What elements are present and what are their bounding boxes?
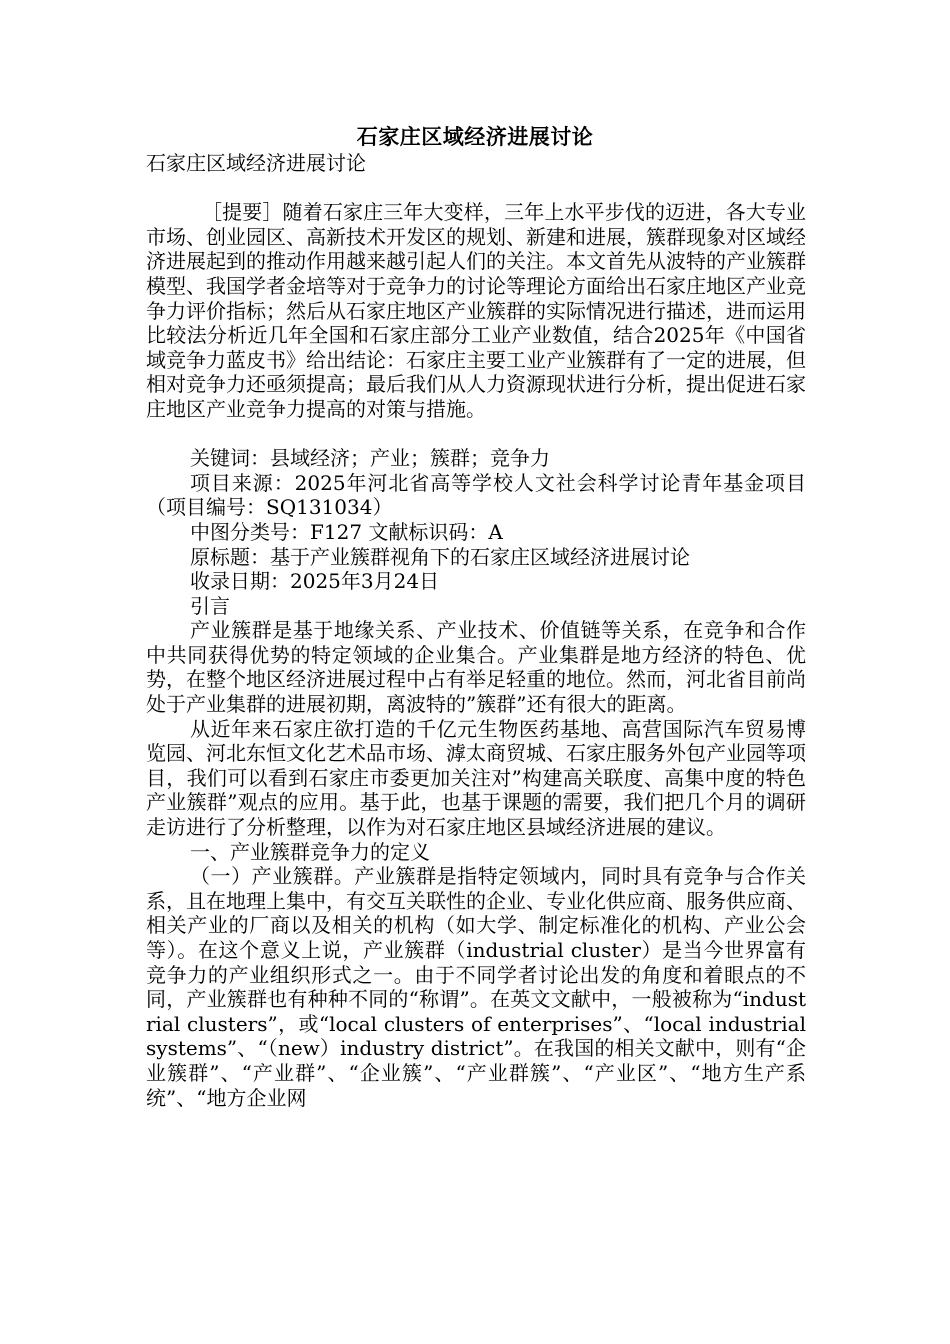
document-body xyxy=(146,151,806,1110)
classification-line: 中图分类号：F127 文献标识码：A xyxy=(190,519,503,544)
document-title: 石家庄区域经济进展讨论 xyxy=(356,124,594,149)
document-subtitle: 石家庄区域经济进展讨论 xyxy=(146,151,366,175)
body-paragraph-1: 产业簇群是基于地缘关系、产业技术、价值链等关系，在竞争和合作中共同获得优势的特定领域的企业集合。产业集群是地方经济的特色、优势，在整个地区经济进展过程中占有举足轻重的地位。然而，河北省目前尚处于产业集群的进展初期，离波特的”簇群”还有很大的距离。 xyxy=(146,618,806,717)
body-paragraph-3: （一）产业簇群。产业簇群是指特定领域内，同时具有竞争与合作关系，且在地理上集中，有交互关联性的企业、专业化供应商、服务供应商、相关产业的厂商以及相关的机构（如大学、制定标准化的机构、产业公会等）。在这个意义上说，产业簇群（industrial cluster）是当今世界富有竞争力的产业组织形式之一。由于不同学者讨论出发的角度和着眼点的不同，产业簇群也有种种不同的“称谓”。在英文文献中，一般被称为“industrial clusters”，或“local clusters of enterprises”、“local industrial systems”、“（new）industry district”。在我国的相关文献中，则有“企业簇群”、“产业群”、“企业簇”、“产业群簇”、“产业区”、“地方生产系统”、“地方企业网 xyxy=(146,864,806,1110)
received-date-line: 收录日期：2025年3月24日 xyxy=(190,569,440,594)
original-title-line: 原标题：基于产业簇群视角下的石家庄区域经济进展讨论 xyxy=(190,544,690,569)
body-paragraph-2: 从近年来石家庄欲打造的千亿元生物医药基地、高营国际汽车贸易博览园、河北东恒文化艺术品市场、滹太商贸城、石家庄服务外包产业园等项目，我们可以看到石家庄市委更加关注对”构建高关联度、高集中度的特色产业簇群”观点的应用。基于此，也基于课题的需要，我们把几个月的调研走访进行了分析整理，以作为对石家庄地区县域经济进展的建议。 xyxy=(146,716,806,840)
project-source-line: 项目来源：2025年河北省高等学校人文社会科学讨论青年基金项目（项目编号：SQ131034） xyxy=(146,470,806,520)
keywords-line: 关键词：县域经济；产业；簇群；竞争力 xyxy=(190,446,550,471)
abstract-paragraph: ［提要］随着石家庄三年大变样，三年上水平步伐的迈进，各大专业市场、创业园区、高新技术开发区的规划、新建和进展，簇群现象对区域经济进展起到的推动作用越来越引起人们的关注。本文首先从波特的产业簇群模型、我国学者金培等对于竞争力的讨论等理论方面给出石家庄地区产业竞争力评价指标；然后从石家庄地区产业簇群的实际情况进行描述，进而运用比较法分析近几年全国和石家庄部分工业产业数值，结合2025年《中国省域竞争力蓝皮书》给出结论：石家庄主要工业产业簇群有了一定的进展，但相对竞争力还亟须提高；最后我们从人力资源现状进行分析，提出促进石家庄地区产业竞争力提高的对策与措施。 xyxy=(146,200,806,421)
intro-heading: 引言 xyxy=(190,593,230,618)
section-1-heading: 一、产业簇群竞争力的定义 xyxy=(190,839,430,864)
